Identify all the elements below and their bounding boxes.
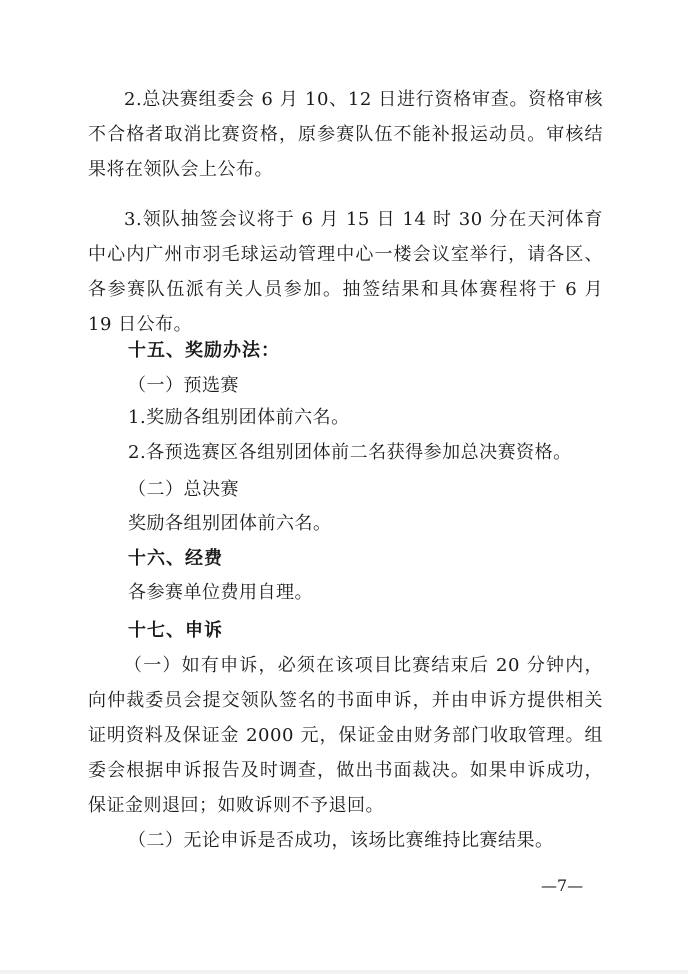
paragraph-qualification-review: 2.总决赛组委会 6 月 10、12 日进行资格审查。资格审核不合格者取消比赛资格，原参赛队伍不能补报运动员。审核结果将在领队会上公布。 [88, 89, 603, 180]
heading-funding: 十六、经费 [128, 548, 223, 569]
awards-final-title: （二）总决赛 [128, 479, 239, 500]
paragraph-draw-meeting: 3.领队抽签会议将于 6 月 15 日 14 时 30 分在天河体育中心内广州市羽毛球运动管理中心一楼会议室举行，请各区、各参赛队伍派有关人员参加。抽签结果和具体赛程将于 6 月 19 日公布。 [88, 209, 603, 335]
awards-final-text: 奖励各组别团体前六名。 [128, 513, 332, 534]
awards-preliminary-item-2: 2.各预选赛区各组别团体前二名获得参加总决赛资格。 [128, 442, 572, 463]
page-number: —7— [541, 876, 584, 895]
heading-awards: 十五、奖励办法： [128, 340, 280, 361]
paragraph-appeals-result: （二）无论申诉是否成功，该场比赛维持比赛结果。 [128, 830, 554, 851]
heading-appeals: 十七、申诉 [128, 620, 223, 641]
paragraph-appeals-procedure: （一）如有申诉，必须在该项目比赛结束后 20 分钟内，向仲裁委员会提交领队签名的书面申诉，并由申诉方提供相关证明资料及保证金 2000 元，保证金由财务部门收取管理。组委会根据申诉报告及时调查，做出书面裁决。如果申诉成功，保证金则退回；如败诉则不予退回。 [88, 655, 603, 816]
page-bottom-edge [0, 970, 688, 974]
awards-preliminary-item-1: 1.奖励各组别团体前六名。 [128, 407, 350, 428]
funding-text: 各参赛单位费用自理。 [128, 582, 313, 603]
awards-preliminary-title: （一）预选赛 [128, 375, 239, 396]
